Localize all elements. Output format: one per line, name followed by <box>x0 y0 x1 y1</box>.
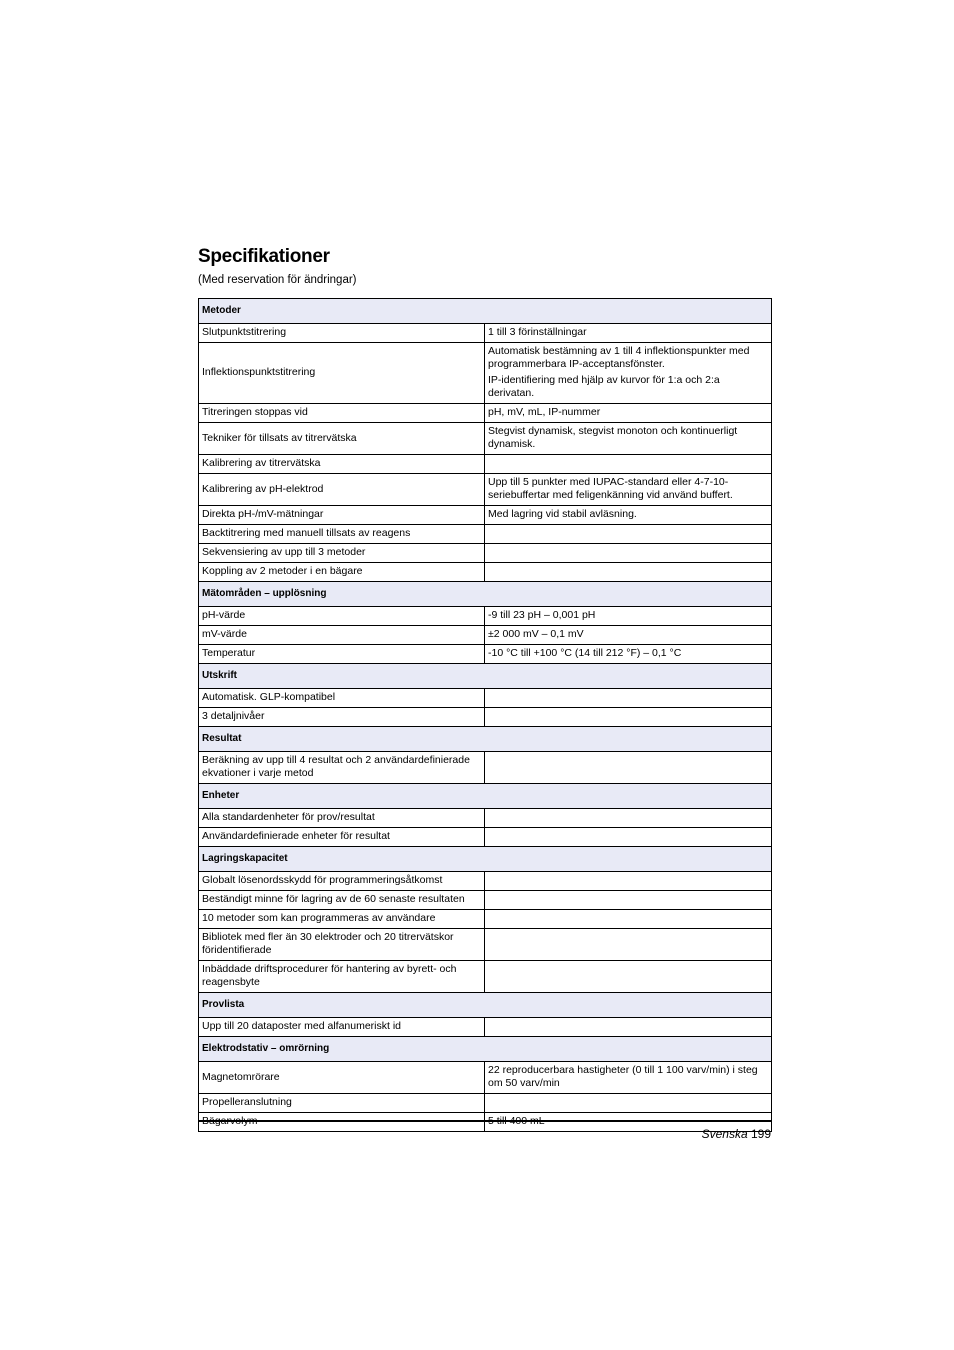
spec-label-cell: mV-värde <box>199 626 485 645</box>
section-heading: Lagringskapacitet <box>199 847 772 872</box>
table-row <box>199 645 772 664</box>
spec-value-cell <box>485 910 772 929</box>
table-row <box>199 1113 772 1132</box>
table-row <box>199 809 772 828</box>
spec-value-text: IP-identifiering med hjälp av kurvor för 1:a och 2:a derivatan. <box>488 374 720 399</box>
table-row <box>199 455 772 474</box>
table-row <box>199 891 772 910</box>
spec-label-cell: Kalibrering av titrervätska <box>199 455 485 474</box>
table-row <box>199 525 772 544</box>
spec-label-cell: Direkta pH-/mV-mätningar <box>199 506 485 525</box>
spec-value-cell <box>485 1062 772 1094</box>
spec-label-cell: Kalibrering av pH-elektrod <box>199 474 485 506</box>
table-row <box>199 544 772 563</box>
spec-label-cell: Alla standardenheter för prov/resultat <box>199 809 485 828</box>
spec-value-cell <box>485 872 772 891</box>
spec-label-cell: Titreringen stoppas vid <box>199 404 485 423</box>
table-row <box>199 828 772 847</box>
footer-divider <box>198 1120 771 1122</box>
spec-value-cell <box>485 563 772 582</box>
spec-label-cell: 10 metoder som kan programmeras av användare <box>199 910 485 929</box>
spec-label-cell: Globalt lösenordsskydd för programmeringsåtkomst <box>199 872 485 891</box>
page-title: Specifikationer <box>198 246 330 267</box>
section-heading: Metoder <box>199 299 772 324</box>
spec-value-text: ±2 000 mV – 0,1 mV <box>488 628 584 640</box>
spec-value-cell <box>485 324 772 343</box>
spec-value-cell <box>485 645 772 664</box>
section-header-row <box>199 993 772 1018</box>
spec-value-text: 1 till 3 förinställningar <box>488 326 587 338</box>
spec-label-cell: Användardefinierade enheter för resultat <box>199 828 485 847</box>
spec-value-cell <box>485 828 772 847</box>
spec-label-cell: Inflektionspunktstitrering <box>199 343 485 404</box>
section-header-row <box>199 582 772 607</box>
spec-value-text: -10 °C till +100 °C (14 till 212 °F) – 0,1 °C <box>488 647 682 659</box>
spec-value-cell <box>485 404 772 423</box>
table-row <box>199 563 772 582</box>
section-heading: Utskrift <box>199 664 772 689</box>
section-header-row <box>199 664 772 689</box>
spec-label-cell: Beräkning av upp till 4 resultat och 2 användardefinierade ekvationer i varje metod <box>199 752 485 784</box>
page-footer <box>702 1127 771 1141</box>
spec-label-cell: Tekniker för tillsats av titrervätska <box>199 423 485 455</box>
section-heading: Resultat <box>199 727 772 752</box>
section-heading: Mätområden – upplösning <box>199 582 772 607</box>
specifications-table-body <box>199 299 772 1132</box>
table-row <box>199 1018 772 1037</box>
spec-label-cell: Automatisk. GLP-kompatibel <box>199 689 485 708</box>
table-row <box>199 474 772 506</box>
table-row <box>199 689 772 708</box>
table-row <box>199 324 772 343</box>
spec-label-cell: Propelleranslutning <box>199 1094 485 1113</box>
spec-label-cell: Slutpunktstitrering <box>199 324 485 343</box>
spec-label-cell: Magnetomrörare <box>199 1062 485 1094</box>
spec-label-cell: pH-värde <box>199 607 485 626</box>
spec-label-cell: Upp till 20 dataposter med alfanumeriskt id <box>199 1018 485 1037</box>
spec-value-text: Stegvist dynamisk, stegvist monoton och kontinuerligt dynamisk. <box>488 425 738 450</box>
table-row <box>199 961 772 993</box>
spec-value-text: 5 till 400 mL <box>488 1115 545 1127</box>
spec-value-cell <box>485 961 772 993</box>
table-row <box>199 1062 772 1094</box>
footer-language: Svenska <box>701 1127 748 1141</box>
table-row <box>199 708 772 727</box>
spec-value-cell <box>485 423 772 455</box>
spec-label-cell: Beständigt minne för lagring av de 60 senaste resultaten <box>199 891 485 910</box>
section-header-row <box>199 727 772 752</box>
spec-label-cell: Inbäddade driftsprocedurer för hantering av byrett- och reagensbyte <box>199 961 485 993</box>
section-header-row <box>199 299 772 324</box>
spec-value-text: Automatisk bestämning av 1 till 4 inflektionspunkter med programmerbara IP-acceptansfönster. <box>488 345 750 370</box>
spec-value-cell <box>485 891 772 910</box>
table-row <box>199 872 772 891</box>
spec-value-cell <box>485 689 772 708</box>
spec-value-cell <box>485 525 772 544</box>
spec-value-cell <box>485 455 772 474</box>
spec-label-cell: Bägarvolym <box>199 1113 485 1132</box>
table-row <box>199 1094 772 1113</box>
spec-value-text: pH, mV, mL, IP-nummer <box>488 406 601 418</box>
spec-value-text: -9 till 23 pH – 0,001 pH <box>488 609 596 621</box>
table-row <box>199 506 772 525</box>
spec-value-cell <box>485 544 772 563</box>
section-header-row <box>199 784 772 809</box>
spec-value-cell <box>485 752 772 784</box>
spec-label-cell: Sekvensiering av upp till 3 metoder <box>199 544 485 563</box>
section-header-row <box>199 1037 772 1062</box>
table-row <box>199 626 772 645</box>
spec-value-cell <box>485 607 772 626</box>
page-subtitle: (Med reservation för ändringar) <box>198 274 357 286</box>
table-row <box>199 929 772 961</box>
spec-value-text: Upp till 5 punkter med IUPAC-standard eller 4-7-10-seriebuffertar med feligenkänning vid använd buffert. <box>488 476 733 501</box>
table-row <box>199 423 772 455</box>
spec-value-cell <box>485 626 772 645</box>
table-row <box>199 607 772 626</box>
spec-label-cell: Backtitrering med manuell tillsats av reagens <box>199 525 485 544</box>
section-heading: Provlista <box>199 993 772 1018</box>
table-row <box>199 752 772 784</box>
spec-label-cell: Temperatur <box>199 645 485 664</box>
footer-page-number: 199 <box>750 1127 771 1141</box>
spec-value-cell <box>485 343 772 404</box>
spec-value-cell <box>485 1094 772 1113</box>
table-row <box>199 404 772 423</box>
spec-value-cell <box>485 1018 772 1037</box>
spec-label-cell: 3 detaljnivåer <box>199 708 485 727</box>
spec-label-cell: Bibliotek med fler än 30 elektroder och 20 titrervätskor föridentifierade <box>199 929 485 961</box>
spec-value-cell <box>485 809 772 828</box>
spec-value-cell <box>485 708 772 727</box>
spec-value-cell <box>485 929 772 961</box>
spec-value-text: 22 reproducerbara hastigheter (0 till 1 100 varv/min) i steg om 50 varv/min <box>488 1064 758 1089</box>
table-row <box>199 910 772 929</box>
spec-value-cell <box>485 474 772 506</box>
section-heading: Enheter <box>199 784 772 809</box>
spec-value-cell <box>485 506 772 525</box>
table-row <box>199 343 772 404</box>
section-header-row <box>199 847 772 872</box>
section-heading: Elektrodstativ – omrörning <box>199 1037 772 1062</box>
specifications-table <box>198 298 772 1132</box>
spec-label-cell: Koppling av 2 metoder i en bägare <box>199 563 485 582</box>
spec-value-text: Med lagring vid stabil avläsning. <box>488 508 637 520</box>
